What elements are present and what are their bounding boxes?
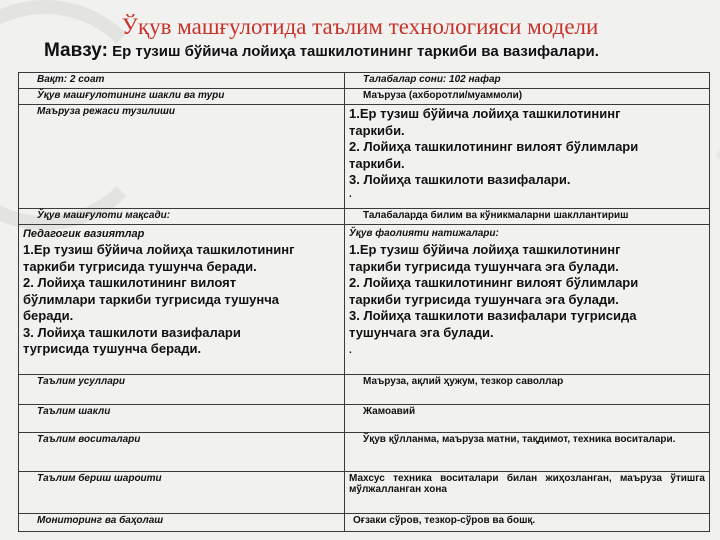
pedagogical-caption: Педагогик вазиятлар xyxy=(23,227,145,240)
table-row xyxy=(19,471,710,513)
outcome-line: 3. Лойиҳа ташкилоти вазифалари тугрисида xyxy=(349,308,637,324)
learning-outcomes xyxy=(345,224,710,374)
form-value: Жамоавий xyxy=(345,405,710,433)
tools-value: Ўқув қўлланма, маъруза матни, тақдимот, техника воситалари. xyxy=(345,433,710,471)
time-label: Вақт: 2 соат xyxy=(19,73,345,89)
table-row xyxy=(19,513,710,531)
conditions-value: Махсус техника воситалари билан жиҳозланган, маъруза ўтишга мўлжалланган хона xyxy=(345,471,710,513)
students-count: Талабалар сони: 102 нафар xyxy=(345,73,710,89)
plan-line: таркиби. xyxy=(349,122,405,138)
pedagogical-line: 3. Лойиҳа ташкилоти вазифалари xyxy=(23,324,241,340)
plan-line: 3. Лойиҳа ташкилоти вазифалари. xyxy=(349,172,571,188)
pedagogical-line: 2. Лойиҳа ташкилотининг вилоят xyxy=(23,275,237,291)
lesson-form-value: Маъруза (ахборотли/муаммоли) xyxy=(345,89,710,105)
plan-line: 1.Ер тузиш бўйича лойиҳа ташкилотининг xyxy=(349,106,621,122)
lesson-goal-label: Ўқув машғулоти мақсади: xyxy=(19,208,345,224)
pedagogical-line: таркиби тугрисида тушунча беради. xyxy=(23,258,257,274)
lesson-goal-value: Талабаларда билим ва кўникмаларни шакллантириш xyxy=(345,208,710,224)
outcomes-end-mark: . xyxy=(349,345,352,357)
pedagogical-line: 1.Ер тузиш бўйича лойиҳа ташкилотининг xyxy=(23,242,295,258)
outcome-line: 1.Ер тузиш бўйича лойиҳа ташкилотининг xyxy=(349,242,621,258)
table-row xyxy=(19,208,710,224)
lecture-plan-value xyxy=(345,105,710,209)
table-row xyxy=(19,433,710,471)
plan-line: таркиби. xyxy=(349,155,405,171)
pedagogical-line: бўлимлари таркиби тугрисида тушунча xyxy=(23,291,280,307)
outcomes-caption: Ўқув фаолияти натижалари: xyxy=(349,227,499,239)
outcome-line: таркиби тугрисида тушунчага эга булади. xyxy=(349,258,619,274)
table-row xyxy=(19,89,710,105)
methods-label: Таълим усуллари xyxy=(19,374,345,404)
outcome-line: 2. Лойиҳа ташкилотининг вилоят бўлимлари xyxy=(349,275,639,291)
table-row xyxy=(19,374,710,404)
outcome-line: тушунчага эга булади. xyxy=(349,324,494,340)
monitoring-value: Оғзаки сўров, тезкор-сўров ва бошқ. xyxy=(345,513,710,531)
pedagogical-line: тугрисида тушунча беради. xyxy=(23,341,202,357)
topic-label: Мавзу: xyxy=(44,40,108,61)
monitoring-label: Мониторинг ва баҳолаш xyxy=(19,513,345,531)
form-label: Таълим шакли xyxy=(19,405,345,433)
topic-line xyxy=(44,40,599,62)
pedagogical-line: беради. xyxy=(23,308,74,324)
lecture-plan-label: Маъруза режаси тузилиши xyxy=(19,105,345,209)
plan-end-mark: . xyxy=(349,188,352,200)
lesson-model-table xyxy=(18,72,710,532)
pedagogical-situations xyxy=(19,224,345,374)
slide-title: Ўқув машғулотида таълим технологияси модели xyxy=(121,14,599,39)
topic-text: Ер тузиш бўйича лойиҳа ташкилотининг таркиби ва вазифалари. xyxy=(112,43,599,60)
plan-line: 2. Лойиҳа ташкилотининг вилоят бўлимлари xyxy=(349,139,639,155)
table-row xyxy=(19,405,710,433)
outcome-line: таркиби тугрисида тушунчага эга булади. xyxy=(349,291,619,307)
table-row xyxy=(19,73,710,89)
tools-label: Таълим воситалари xyxy=(19,433,345,471)
lesson-form-label: Ўқув машғулотининг шакли ва тури xyxy=(19,89,345,105)
table-row xyxy=(19,105,710,209)
methods-value: Маъруза, ақлий ҳужум, тезкор саволлар xyxy=(345,374,710,404)
table-row xyxy=(19,224,710,374)
conditions-label: Таълим бериш шароити xyxy=(19,471,345,513)
